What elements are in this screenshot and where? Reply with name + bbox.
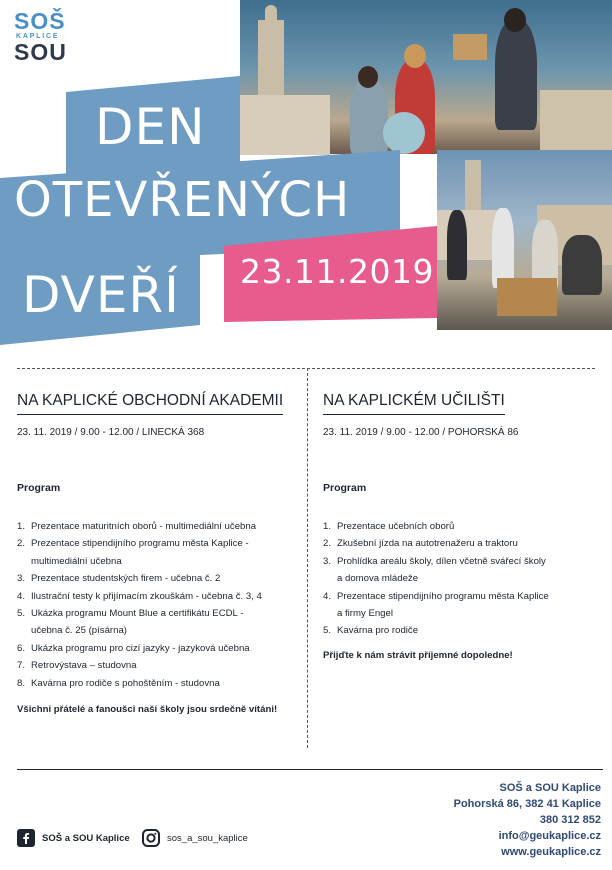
program-item-text: Ukázka programu pro cizí jazyky - jazyková učebna (31, 642, 250, 654)
contact-block (454, 780, 601, 860)
left-closing-note: Všichni přátelé a fanoušci naší školy jsou srdečně vítáni! (17, 704, 278, 716)
program-item-number: 3. (17, 573, 26, 585)
program-item-number: 2. (323, 538, 332, 550)
program-item-text: Kavárna pro rodiče (337, 625, 419, 637)
left-section-date: 23. 11. 2019 / 9.00 - 12.00 / LINECKÁ 368 (17, 427, 205, 438)
program-item (17, 640, 293, 657)
program-item-text: Prezentace stipendijního programu města Kaplice (337, 590, 549, 602)
program-item (323, 535, 593, 552)
contact-org: SOŠ a SOU Kaplice (499, 782, 601, 794)
program-item-text: Ilustrační testy k přijímacím zkouškám - učebna č. 3, 4 (31, 590, 262, 602)
program-item-number: 7. (17, 660, 26, 672)
right-program-list (323, 518, 593, 640)
footer-rule (17, 769, 603, 770)
logo-line1: SOŠ (14, 8, 66, 34)
program-item-text: Prezentace studentských firem - učebna č. 2 (31, 573, 221, 585)
program-item (17, 657, 293, 674)
program-item-text: Kavárna pro rodiče s pohoštěním - studovna (31, 677, 220, 689)
program-item-text: Zkušební jízda na autotrenažeru a traktoru (337, 538, 518, 550)
program-item (17, 535, 293, 552)
program-item (323, 553, 593, 570)
program-item-number: 5. (17, 608, 26, 620)
program-item-number: 1. (17, 521, 26, 532)
contact-address: Pohorská 86, 382 41 Kaplice (453, 798, 601, 810)
program-item (323, 622, 593, 639)
program-item (17, 675, 293, 692)
program-item-text: Prezentace učebních oborů (337, 521, 455, 532)
contact-phone[interactable]: 380 312 852 (539, 814, 601, 826)
left-program-label: Program (17, 482, 61, 494)
facebook-link[interactable] (17, 829, 130, 847)
instagram-label: sos_a_sou_kaplice (167, 832, 248, 844)
program-item-text: Ukázka programu Mount Blue a certifikátu ECDL - (31, 608, 244, 620)
instagram-icon (142, 829, 160, 847)
logo-line3: SOU (14, 39, 67, 65)
school-logo (14, 10, 84, 63)
program-item-number (17, 553, 31, 570)
program-item-number: 8. (17, 677, 26, 689)
facebook-label: SOŠ a SOU Kaplice (42, 832, 130, 844)
contact-website[interactable]: www.geukaplice.cz (501, 846, 601, 858)
program-item (17, 553, 293, 570)
program-item (17, 588, 293, 605)
contact-email[interactable]: info@geukaplice.cz (498, 830, 601, 842)
program-item (323, 518, 593, 535)
left-section-title: NA KAPLICKÉ OBCHODNÍ AKADEMII (17, 392, 283, 415)
right-column (323, 392, 593, 661)
program-item-text: Retrovýstava – studovna (31, 660, 137, 672)
left-program-list (17, 518, 293, 692)
right-section-title: NA KAPLICKÉM UČILIŠTI (323, 392, 505, 415)
program-item-number: 2. (17, 538, 26, 550)
dashed-divider-top (17, 368, 595, 369)
program-item (17, 605, 293, 622)
title-dveri: DVEŘÍ (22, 266, 180, 324)
logo-line2: KAPLICE (16, 33, 60, 40)
program-item-number: 1. (323, 521, 332, 532)
title-den: DEN (95, 98, 206, 156)
program-item (17, 518, 293, 535)
program-item-number: 5. (323, 625, 332, 637)
event-date: 23.11.2019 (240, 252, 434, 291)
program-item (17, 622, 293, 639)
program-item-number: 3. (323, 555, 332, 567)
program-item-text: Prezentace stipendijního programu města Kaplice - (31, 538, 249, 550)
program-item-number: 4. (17, 590, 26, 602)
right-closing-note: Přijďte k nám strávit příjemné dopoledne! (323, 649, 513, 661)
program-item-text: Prezentace maturitních oborů - multimediální učebna (31, 521, 257, 532)
program-item-number: 4. (323, 590, 332, 602)
program-item-text: Prohlídka areálu školy, dílen včetně svářecí školy (337, 555, 546, 567)
program-item-text: a firmy Engel (337, 608, 393, 620)
program-item-text: multimediální učebna (31, 555, 122, 567)
program-item-number (323, 605, 337, 622)
program-item (323, 605, 593, 622)
program-item (17, 570, 293, 587)
right-program-label: Program (323, 482, 367, 494)
left-column (17, 392, 293, 715)
dashed-divider-vertical (307, 368, 308, 748)
facebook-icon (17, 829, 35, 847)
right-section-date: 23. 11. 2019 / 9.00 - 12.00 / POHORSKÁ 86 (323, 427, 519, 438)
program-item (323, 570, 593, 587)
program-item-text: a domova mládeže (337, 573, 419, 585)
program-item-text: učebna č. 25 (písárna) (31, 625, 127, 637)
program-item-number (323, 570, 337, 587)
hero-banner (0, 0, 612, 345)
instagram-link[interactable] (142, 829, 248, 847)
program-item (323, 588, 593, 605)
title-otevrenych: OTEVŘENÝCH (14, 172, 351, 228)
program-item-number: 6. (17, 642, 26, 654)
program-item-number (17, 622, 31, 639)
